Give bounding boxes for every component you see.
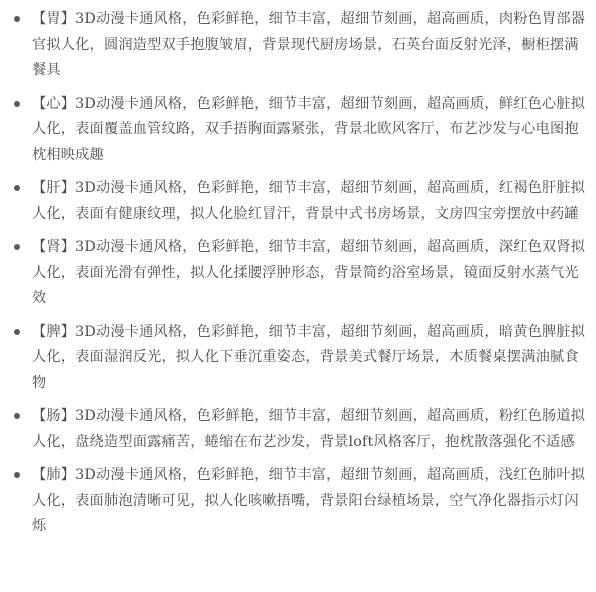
- bullet-dot-icon: [14, 329, 20, 335]
- list-item-kidney: [12, 235, 586, 312]
- prompt-list: [12, 7, 586, 540]
- bullet-dot-icon: [14, 101, 20, 107]
- bullet-dot-icon: [14, 244, 20, 250]
- list-item-text: 【心】3D动漫卡通风格，色彩鲜艳，细节丰富，超细节刻画，超高画质，鲜红色心脏拟人化，表面覆盖血管纹路，双手捂胸面露紧张，背景北欧风客厅，布艺沙发与心电图抱枕相映成趣: [32, 95, 586, 163]
- bullet-dot-icon: [14, 16, 20, 22]
- list-item-text: 【脾】3D动漫卡通风格，色彩鲜艳，细节丰富，超细节刻画，超高画质，暗黄色脾脏拟人化，表面湿润反光，拟人化下垂沉重姿态，背景美式餐厅场景，木质餐桌摆满油腻食物: [32, 323, 586, 391]
- bullet-dot-icon: [14, 413, 20, 419]
- list-item-stomach: [12, 7, 586, 84]
- list-item-heart: [12, 92, 586, 169]
- list-item-text: 【肾】3D动漫卡通风格，色彩鲜艳，细节丰富，超细节刻画，超高画质，深红色双肾拟人化，表面光滑有弹性，拟人化揉腰浮肿形态，背景简约浴室场景，镜面反射水蒸气光效: [32, 239, 586, 306]
- list-item-lung: [12, 463, 586, 540]
- bullet-dot-icon: [14, 185, 20, 191]
- list-item-text: 【胃】3D动漫卡通风格，色彩鲜艳，细节丰富，超细节刻画，超高画质，肉粉色胃部器官拟人化，圆润造型双手抱腹皱眉，背景现代厨房场景，石英台面反射光泽，橱柜摆满餐具: [32, 11, 586, 78]
- bullet-dot-icon: [14, 472, 20, 478]
- list-item-text: 【肠】3D动漫卡通风格，色彩鲜艳，细节丰富，超细节刻画，超高画质，粉红色肠道拟人化，盘绕造型面露痛苦，蜷缩在布艺沙发，背景loft风格客厅，抱枕散落强化不适感: [32, 408, 586, 450]
- list-item-liver: [12, 176, 586, 227]
- list-item-text: 【肺】3D动漫卡通风格，色彩鲜艳，细节丰富，超细节刻画，超高画质，浅红色肺叶拟人化，表面肺泡清晰可见，拟人化咳嗽捂嘴，背景阳台绿植场景，空气净化器指示灯闪烁: [32, 467, 586, 534]
- list-item-intestine: [12, 404, 586, 455]
- list-item-spleen: [12, 320, 586, 397]
- list-item-text: 【肝】3D动漫卡通风格，色彩鲜艳，细节丰富，超细节刻画，超高画质，红褐色肝脏拟人化，表面有健康纹理，拟人化脸红冒汗，背景中式书房场景，文房四宝旁摆放中药罐: [32, 180, 586, 222]
